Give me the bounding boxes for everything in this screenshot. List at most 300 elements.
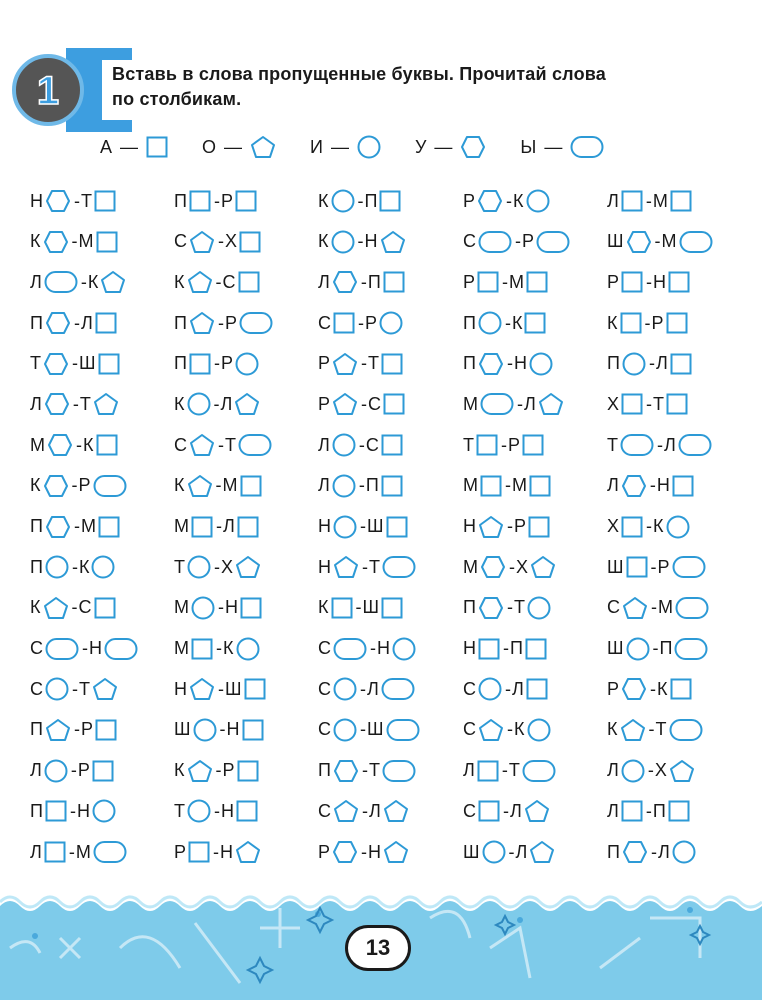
word-letter: Р: [463, 190, 476, 211]
hexagon-blank-icon[interactable]: [626, 230, 652, 254]
square-blank-icon[interactable]: [333, 312, 355, 334]
hyphen: -: [218, 597, 224, 618]
hyphen: -: [360, 678, 366, 699]
word-letter: Н: [513, 353, 527, 374]
square-blank-icon[interactable]: [381, 597, 403, 619]
hyphen: -: [505, 475, 511, 496]
circle-blank-icon[interactable]: [666, 515, 690, 539]
hyphen: -: [515, 231, 521, 252]
word-letter: С: [174, 231, 187, 252]
hyphen: -: [657, 434, 663, 455]
hyphen: -: [650, 678, 657, 699]
pentagon-blank-icon[interactable]: [333, 799, 359, 823]
circle-blank-icon[interactable]: [331, 189, 355, 213]
word-letter: Н: [377, 638, 390, 659]
circle-blank-icon[interactable]: [187, 555, 211, 579]
hexagon-blank-icon[interactable]: [45, 189, 71, 213]
square-blank-icon[interactable]: [45, 800, 67, 822]
word-item: [463, 837, 557, 867]
square-blank-icon[interactable]: [668, 271, 690, 293]
square-icon: [146, 136, 168, 158]
hexagon-blank-icon[interactable]: [43, 474, 69, 498]
hexagon-blank-icon[interactable]: [43, 352, 69, 376]
pentagon-blank-icon[interactable]: [235, 840, 261, 864]
hexagon-blank-icon[interactable]: [478, 596, 504, 620]
hyphen: -: [360, 516, 366, 536]
square-blank-icon[interactable]: [670, 678, 692, 700]
hyphen: -: [68, 841, 75, 862]
pentagon-blank-icon[interactable]: [45, 718, 71, 742]
hexagon-blank-icon[interactable]: [332, 840, 358, 864]
word-letter: К: [511, 312, 523, 333]
word-letter: К: [607, 719, 618, 740]
word-letter: Р: [220, 190, 233, 211]
hexagon-blank-icon[interactable]: [45, 515, 71, 539]
word-letter: К: [174, 271, 185, 292]
word-letter: М: [174, 638, 189, 659]
pentagon-blank-icon[interactable]: [187, 474, 213, 498]
word-item: [30, 308, 119, 338]
pentagon-blank-icon[interactable]: [93, 392, 119, 416]
rounded-blank-icon[interactable]: [478, 230, 512, 254]
square-blank-icon[interactable]: [240, 475, 262, 497]
circle-blank-icon[interactable]: [44, 759, 68, 783]
word-item: [607, 389, 690, 419]
pentagon-blank-icon[interactable]: [478, 515, 504, 539]
word-letter: П: [174, 353, 187, 374]
hexagon-blank-icon[interactable]: [622, 840, 648, 864]
square-blank-icon[interactable]: [477, 760, 499, 782]
square-blank-icon[interactable]: [44, 841, 66, 863]
pentagon-blank-icon[interactable]: [538, 392, 564, 416]
square-blank-icon[interactable]: [96, 231, 118, 253]
square-blank-icon[interactable]: [477, 271, 499, 293]
circle-blank-icon[interactable]: [91, 555, 115, 579]
word-item: [463, 552, 558, 582]
rounded-blank-icon[interactable]: [522, 759, 556, 783]
word-letter: К: [513, 190, 524, 211]
word-letter: Н: [656, 475, 670, 496]
square-blank-icon[interactable]: [670, 190, 692, 212]
square-blank-icon[interactable]: [188, 841, 210, 863]
hexagon-blank-icon[interactable]: [477, 189, 503, 213]
word-letter: Р: [174, 841, 187, 862]
square-blank-icon[interactable]: [189, 353, 211, 375]
hyphen: -: [218, 434, 224, 455]
square-blank-icon[interactable]: [96, 434, 118, 456]
square-blank-icon[interactable]: [98, 353, 120, 375]
hyphen: -: [517, 393, 523, 414]
word-letter: Н: [226, 719, 240, 740]
hexagon-blank-icon[interactable]: [480, 555, 506, 579]
pentagon-blank-icon[interactable]: [235, 555, 261, 579]
square-blank-icon[interactable]: [381, 475, 403, 497]
pentagon-blank-icon[interactable]: [187, 270, 213, 294]
word-item: [318, 389, 407, 419]
hyphen: -: [218, 231, 224, 252]
hyphen: -: [508, 841, 515, 862]
pentagon-blank-icon[interactable]: [383, 799, 409, 823]
rounded-blank-icon[interactable]: [678, 433, 712, 457]
hyphen: -: [648, 353, 655, 374]
pentagon-blank-icon[interactable]: [529, 840, 555, 864]
word-letter: П: [30, 556, 43, 577]
rounded-blank-icon[interactable]: [238, 433, 272, 457]
hexagon-blank-icon[interactable]: [621, 677, 647, 701]
pentagon-blank-icon[interactable]: [189, 433, 215, 457]
square-blank-icon[interactable]: [668, 800, 690, 822]
word-letter: Н: [318, 516, 331, 536]
circle-blank-icon[interactable]: [235, 352, 259, 376]
rounded-blank-icon[interactable]: [382, 555, 416, 579]
square-blank-icon[interactable]: [383, 271, 405, 293]
word-letter: С: [30, 638, 43, 659]
hyphen: -: [213, 353, 220, 374]
word-letter: Р: [508, 434, 521, 455]
square-blank-icon[interactable]: [92, 760, 114, 782]
word-letter: Х: [225, 231, 238, 252]
word-item: [463, 186, 552, 216]
rounded-blank-icon[interactable]: [674, 637, 708, 661]
hyphen: -: [501, 760, 508, 781]
word-letter: С: [607, 597, 620, 618]
word-letter: К: [174, 760, 185, 781]
circle-blank-icon[interactable]: [529, 352, 553, 376]
word-letter: П: [174, 312, 187, 333]
word-letter: П: [607, 353, 620, 374]
word-letter: Л: [318, 434, 330, 455]
word-letter: К: [514, 719, 525, 740]
word-letter: Р: [657, 556, 670, 577]
circle-blank-icon[interactable]: [92, 799, 116, 823]
square-blank-icon[interactable]: [239, 231, 261, 253]
hyphen: -: [361, 393, 368, 414]
circle-blank-icon[interactable]: [478, 311, 502, 335]
word-letter: К: [318, 597, 329, 618]
rounded-blank-icon[interactable]: [480, 392, 514, 416]
hyphen: -: [358, 312, 364, 333]
word-letter: К: [78, 556, 90, 577]
pentagon-blank-icon[interactable]: [333, 555, 359, 579]
circle-blank-icon[interactable]: [187, 392, 211, 416]
word-item: [607, 674, 694, 704]
square-blank-icon[interactable]: [672, 475, 694, 497]
word-letter: Ш: [362, 597, 379, 618]
square-blank-icon[interactable]: [524, 312, 546, 334]
square-blank-icon[interactable]: [620, 312, 642, 334]
hyphen: -: [70, 760, 77, 781]
circle-blank-icon[interactable]: [478, 677, 502, 701]
hyphen: -: [360, 271, 367, 292]
word-item: [174, 471, 264, 501]
pentagon-blank-icon[interactable]: [189, 677, 215, 701]
circle-blank-icon[interactable]: [379, 311, 403, 335]
word-item: [463, 430, 546, 460]
word-grid: [0, 186, 762, 878]
rounded-blank-icon[interactable]: [620, 433, 654, 457]
hyphen: -: [645, 190, 652, 211]
hyphen: -: [505, 678, 511, 699]
word-letter: К: [318, 231, 329, 252]
square-blank-icon[interactable]: [383, 393, 405, 415]
word-letter: Х: [221, 556, 234, 577]
word-letter: М: [222, 475, 238, 496]
word-item: [174, 756, 261, 786]
rounded-blank-icon[interactable]: [93, 474, 127, 498]
pentagon-blank-icon[interactable]: [478, 718, 504, 742]
square-blank-icon[interactable]: [478, 800, 500, 822]
square-blank-icon[interactable]: [621, 393, 643, 415]
square-blank-icon[interactable]: [94, 597, 116, 619]
circle-blank-icon[interactable]: [333, 718, 357, 742]
word-letter: Л: [607, 760, 619, 781]
word-letter: П: [30, 312, 43, 333]
hexagon-blank-icon[interactable]: [478, 352, 504, 376]
rounded-blank-icon[interactable]: [239, 311, 273, 335]
word-item: [463, 389, 566, 419]
hexagon-blank-icon[interactable]: [47, 433, 73, 457]
word-item: [30, 186, 118, 216]
pentagon-blank-icon[interactable]: [622, 596, 648, 620]
square-blank-icon[interactable]: [626, 556, 648, 578]
circle-blank-icon[interactable]: [672, 840, 696, 864]
hyphen: -: [215, 271, 222, 292]
square-blank-icon[interactable]: [666, 393, 688, 415]
word-item: [174, 227, 263, 257]
grid-row: [0, 186, 762, 227]
word-letter: Т: [463, 434, 474, 455]
square-blank-icon[interactable]: [666, 312, 688, 334]
rounded-blank-icon[interactable]: [382, 759, 416, 783]
square-blank-icon[interactable]: [670, 353, 692, 375]
square-blank-icon[interactable]: [379, 190, 401, 212]
pentagon-blank-icon[interactable]: [383, 840, 409, 864]
hyphen: -: [219, 719, 226, 740]
word-item: [463, 593, 553, 623]
hyphen: -: [69, 800, 76, 821]
circle-blank-icon[interactable]: [191, 596, 215, 620]
circle-blank-icon[interactable]: [526, 189, 550, 213]
square-blank-icon[interactable]: [237, 516, 259, 538]
word-item: [463, 512, 552, 542]
pentagon-blank-icon[interactable]: [524, 799, 550, 823]
pentagon-blank-icon[interactable]: [669, 759, 695, 783]
hyphen: -: [214, 556, 220, 577]
square-blank-icon[interactable]: [525, 638, 547, 660]
hyphen: -: [361, 841, 368, 862]
pentagon-blank-icon[interactable]: [43, 596, 69, 620]
word-letter: Т: [174, 556, 185, 577]
square-blank-icon[interactable]: [235, 190, 257, 212]
square-blank-icon[interactable]: [331, 597, 353, 619]
pentagon-blank-icon[interactable]: [620, 718, 646, 742]
grid-row: [0, 756, 762, 797]
square-blank-icon[interactable]: [189, 190, 211, 212]
hyphen: -: [504, 312, 511, 333]
square-blank-icon[interactable]: [529, 475, 551, 497]
rounded-blank-icon[interactable]: [44, 270, 78, 294]
square-blank-icon[interactable]: [95, 719, 117, 741]
square-blank-icon[interactable]: [526, 271, 548, 293]
hyphen: -: [502, 271, 509, 292]
hyphen: -: [362, 800, 368, 821]
word-letter: Ш: [607, 638, 624, 659]
circle-blank-icon[interactable]: [331, 230, 355, 254]
word-letter: К: [174, 393, 185, 414]
square-blank-icon[interactable]: [386, 516, 408, 538]
square-blank-icon[interactable]: [476, 434, 498, 456]
circle-blank-icon[interactable]: [332, 433, 356, 457]
word-letter: Л: [318, 271, 330, 292]
square-blank-icon[interactable]: [381, 353, 403, 375]
hyphen: -: [357, 190, 364, 211]
task-number: 1: [36, 69, 60, 113]
hyphen: -: [82, 638, 88, 659]
hexagon-blank-icon[interactable]: [45, 311, 71, 335]
square-blank-icon[interactable]: [621, 516, 643, 538]
square-blank-icon[interactable]: [526, 678, 548, 700]
square-blank-icon[interactable]: [240, 597, 262, 619]
word-letter: Ш: [79, 353, 96, 374]
word-item: [318, 634, 418, 664]
word-item: [463, 756, 558, 786]
circle-blank-icon[interactable]: [392, 637, 416, 661]
rounded-blank-icon[interactable]: [104, 637, 138, 661]
square-blank-icon[interactable]: [381, 434, 403, 456]
rounded-blank-icon[interactable]: [333, 637, 367, 661]
square-blank-icon[interactable]: [191, 638, 213, 660]
word-letter: К: [318, 190, 329, 211]
hyphen: -: [215, 760, 222, 781]
hyphen: -: [73, 516, 80, 536]
word-item: [174, 267, 262, 297]
word-letter: М: [174, 597, 189, 618]
square-blank-icon[interactable]: [94, 190, 116, 212]
hexagon-blank-icon[interactable]: [333, 759, 359, 783]
square-blank-icon[interactable]: [242, 719, 264, 741]
square-blank-icon[interactable]: [621, 271, 643, 293]
word-letter: М: [652, 190, 668, 211]
word-letter: Т: [653, 393, 665, 414]
hyphen: -: [71, 231, 78, 252]
word-item: [174, 796, 260, 826]
hyphen: -: [213, 393, 220, 414]
circle-blank-icon[interactable]: [187, 799, 211, 823]
hexagon-blank-icon[interactable]: [332, 270, 358, 294]
hexagon-blank-icon[interactable]: [43, 230, 69, 254]
circle-blank-icon[interactable]: [482, 840, 506, 864]
grid-row: [0, 471, 762, 512]
circle-blank-icon[interactable]: [527, 718, 551, 742]
square-blank-icon[interactable]: [98, 516, 120, 538]
word-letter: Т: [174, 800, 185, 821]
pentagon-blank-icon[interactable]: [332, 352, 358, 376]
square-blank-icon[interactable]: [244, 678, 266, 700]
square-blank-icon[interactable]: [95, 312, 117, 334]
rounded-blank-icon[interactable]: [679, 230, 713, 254]
pentagon-blank-icon[interactable]: [100, 270, 126, 294]
hyphen: -: [650, 556, 657, 577]
word-item: [30, 674, 120, 704]
word-letter: Т: [30, 353, 41, 374]
square-blank-icon[interactable]: [528, 516, 550, 538]
word-letter: Л: [220, 393, 233, 414]
word-letter: Ш: [225, 678, 242, 699]
word-letter: Р: [651, 312, 664, 333]
pentagon-blank-icon[interactable]: [234, 392, 260, 416]
square-blank-icon[interactable]: [236, 800, 258, 822]
word-letter: П: [607, 841, 620, 862]
hyphen: -: [651, 597, 657, 618]
word-letter: Л: [655, 353, 668, 374]
circle-blank-icon[interactable]: [45, 677, 69, 701]
word-letter: Л: [223, 516, 235, 536]
hexagon-blank-icon[interactable]: [621, 474, 647, 498]
word-letter: Т: [513, 597, 525, 618]
pentagon-blank-icon[interactable]: [380, 230, 406, 254]
square-blank-icon[interactable]: [238, 271, 260, 293]
square-blank-icon[interactable]: [522, 434, 544, 456]
square-blank-icon[interactable]: [621, 800, 643, 822]
word-item: [607, 552, 708, 582]
word-letter: Ш: [367, 719, 384, 740]
circle-blank-icon[interactable]: [45, 555, 69, 579]
rounded-blank-icon[interactable]: [669, 718, 703, 742]
circle-blank-icon[interactable]: [622, 352, 646, 376]
pentagon-blank-icon[interactable]: [530, 555, 556, 579]
rounded-blank-icon[interactable]: [536, 230, 570, 254]
word-letter: Т: [81, 190, 92, 211]
circle-blank-icon[interactable]: [333, 677, 357, 701]
word-letter: Р: [80, 719, 93, 740]
square-blank-icon[interactable]: [191, 516, 213, 538]
pentagon-blank-icon[interactable]: [189, 311, 215, 335]
square-blank-icon[interactable]: [480, 475, 502, 497]
shape-legend: [100, 132, 638, 162]
circle-blank-icon[interactable]: [236, 637, 260, 661]
rounded-blank-icon[interactable]: [93, 840, 127, 864]
legend-dash: —: [544, 136, 563, 157]
word-letter: М: [174, 516, 189, 536]
circle-blank-icon[interactable]: [626, 637, 650, 661]
square-blank-icon[interactable]: [621, 190, 643, 212]
pentagon-blank-icon[interactable]: [332, 392, 358, 416]
pentagon-blank-icon[interactable]: [187, 759, 213, 783]
circle-blank-icon[interactable]: [332, 474, 356, 498]
rounded-blank-icon[interactable]: [381, 677, 415, 701]
circle-blank-icon[interactable]: [621, 759, 645, 783]
circle-blank-icon[interactable]: [333, 515, 357, 539]
hyphen: -: [213, 190, 220, 211]
word-item: [30, 552, 117, 582]
pentagon-blank-icon[interactable]: [92, 677, 118, 701]
circle-blank-icon[interactable]: [193, 718, 217, 742]
word-item: [30, 389, 121, 419]
word-letter: К: [657, 678, 668, 699]
word-letter: Т: [79, 393, 91, 414]
hexagon-blank-icon[interactable]: [44, 392, 70, 416]
word-letter: К: [30, 597, 41, 618]
word-letter: Х: [607, 516, 620, 536]
pentagon-blank-icon[interactable]: [189, 230, 215, 254]
rounded-blank-icon[interactable]: [386, 718, 420, 742]
rounded-blank-icon[interactable]: [45, 637, 79, 661]
square-blank-icon[interactable]: [478, 638, 500, 660]
circle-blank-icon[interactable]: [527, 596, 551, 620]
rounded-blank-icon[interactable]: [675, 596, 709, 620]
square-blank-icon[interactable]: [237, 760, 259, 782]
rounded-blank-icon[interactable]: [672, 555, 706, 579]
